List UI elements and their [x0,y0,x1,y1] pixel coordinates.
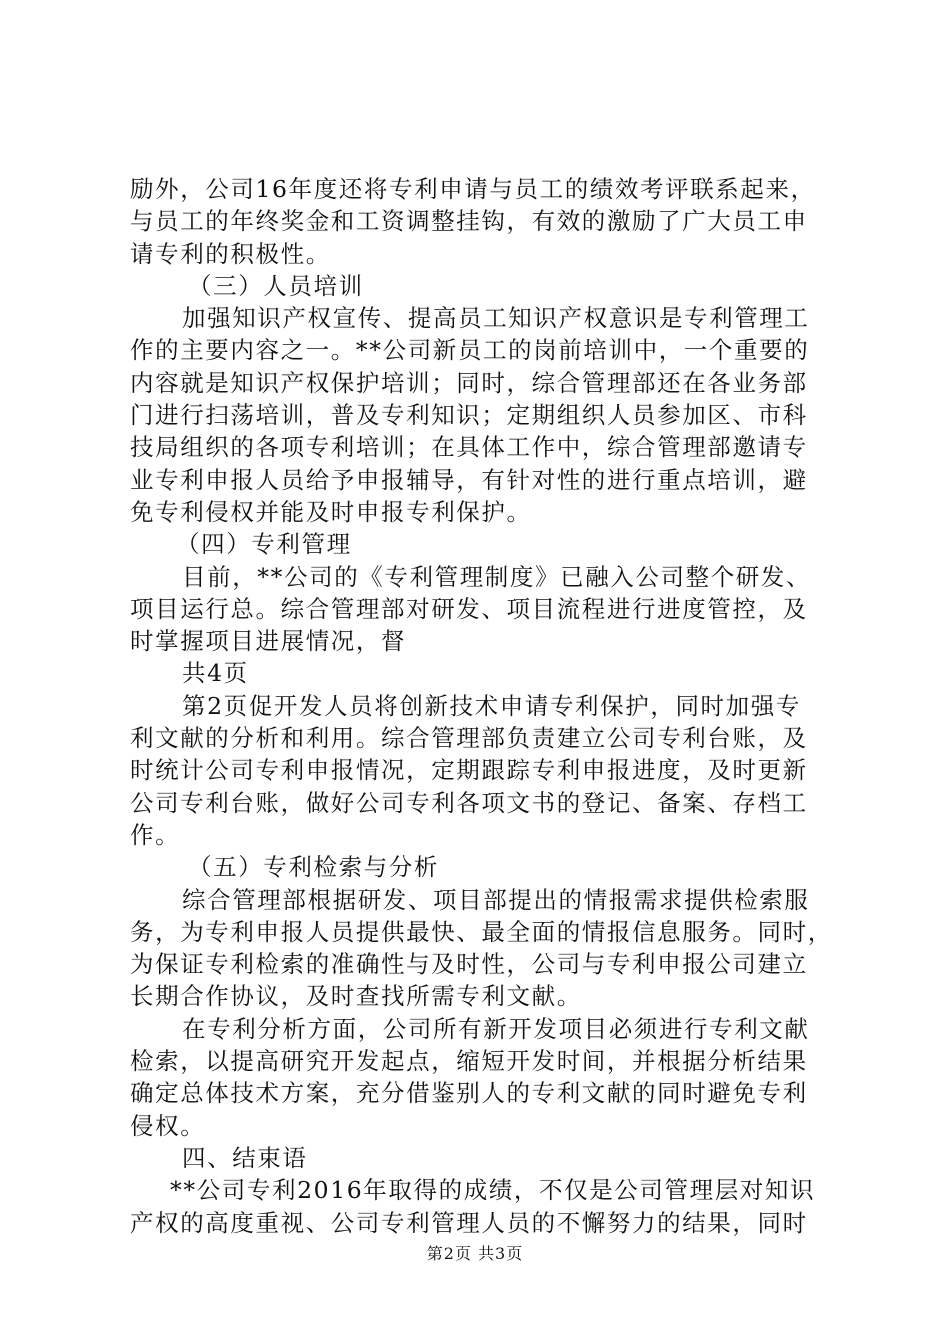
page-footer: 第2页 共3页 [426,1244,524,1263]
section-heading: （四）专利管理 [176,530,352,559]
paragraph-line: 作的主要内容之一。**公司新员工的岗前培训中，一个重要的 [130,336,810,365]
paragraph-line: 内容就是知识产权保护培训；同时，综合管理部还在各业务部 [130,368,808,397]
paragraph-line: 请专利的积极性。 [130,239,331,268]
section-heading: 四、结束语 [182,1143,308,1172]
paragraph-line: 务，为专利申报人员提供最快、最全面的情报信息服务。同时， [130,917,833,946]
paragraph-line: 门进行扫荡培训，普及专利知识；定期组织人员参加区、市科 [130,401,808,430]
page-count-note: 共4页 [182,659,249,688]
paragraph-line: 免专利侵权并能及时申报专利保护。 [130,497,532,526]
section-heading: （三）人员培训 [188,271,364,300]
document-body [130,173,833,1239]
paragraph-line: 时掌握项目进展情况，督 [130,627,407,656]
paragraph-line: 技局组织的各项专利培训；在具体工作中，综合管理部邀请专 [130,433,808,462]
paragraph-line: 确定总体技术方案，充分借鉴别人的专利文献的同时避免专利 [130,1079,808,1108]
paragraph-line: 综合管理部根据研发、项目部提出的情报需求提供检索服 [182,885,810,914]
paragraph-line: 项目运行总。综合管理部对研发、项目流程进行进度管控，及 [130,594,808,623]
paragraph-line: 时统计公司专利申报情况，定期跟踪专利申报进度，及时更新 [130,756,808,785]
paragraph-line: 产权的高度重视、公司专利管理人员的不懈努力的结果，同时 [130,1208,808,1237]
section-heading: （五）专利检索与分析 [188,853,439,882]
paragraph-line: 与员工的年终奖金和工资调整挂钩，有效的激励了广大员工申 [130,207,808,236]
paragraph-line: 第2页促开发人员将创新技术申请专利保护，同时加强专 [182,691,801,720]
paragraph-line: 侵权。 [130,1111,206,1140]
paragraph-line: 励外，公司16年度还将专利申请与员工的绩效考评联系起来， [130,175,816,203]
paragraph-line: 业专利申报人员给予申报辅导，有针对性的进行重点培训，避 [130,465,808,494]
paragraph-line: 在专利分析方面，公司所有新开发项目必须进行专利文献 [182,1014,810,1043]
paragraph-line: 目前，**公司的《专利管理制度》已融入公司整个研发、 [182,562,812,591]
paragraph-line: 加强知识产权宣传、提高员工知识产权意识是专利管理工 [182,304,810,333]
paragraph-line: 公司专利台账，做好公司专利各项文书的登记、备案、存档工 [130,788,808,817]
paragraph-line: 作。 [130,820,181,849]
paragraph-line: 检索，以提高研究开发起点，缩短开发时间，并根据分析结果 [130,1047,808,1076]
paragraph-line: **公司专利2016年取得的成绩，不仅是公司管理层对知识 [170,1176,816,1205]
paragraph-line: 利文献的分析和利用。综合管理部负责建立公司专利台账，及 [130,724,808,753]
paragraph-line: 长期合作协议，及时查找所需专利文献。 [130,982,582,1011]
paragraph-line: 为保证专利检索的准确性与及时性，公司与专利申报公司建立 [130,950,808,979]
